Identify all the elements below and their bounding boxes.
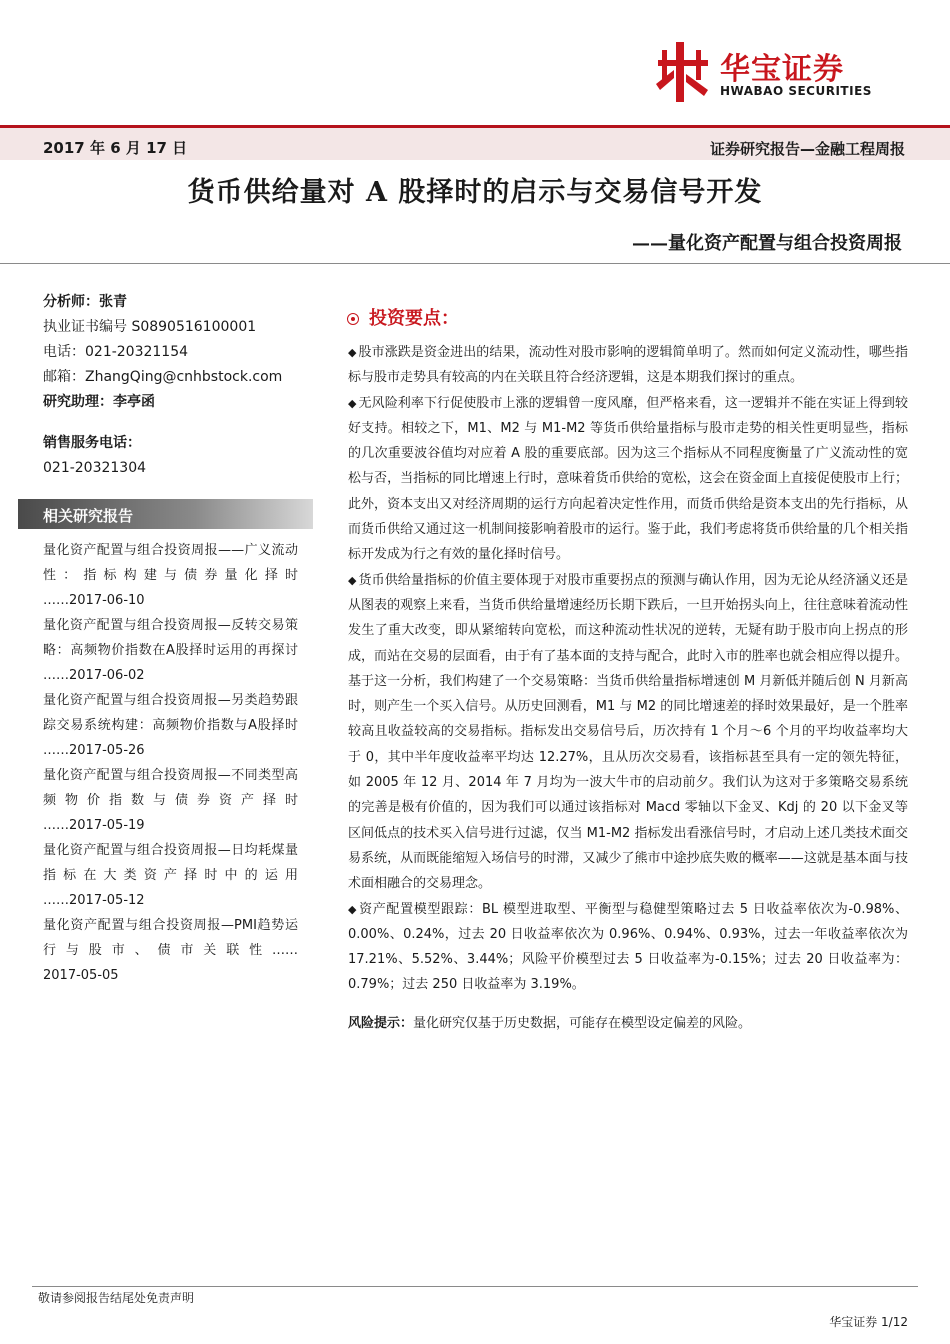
diamond-bullet-icon: ◆ [348, 396, 357, 410]
related-report-item[interactable] [43, 913, 298, 988]
related-reports-banner [18, 499, 313, 529]
analyst-info [43, 290, 311, 481]
related-report-item[interactable] [43, 838, 298, 913]
title-divider [0, 263, 950, 264]
highlight-text: 货币供给量指标的价值主要体现于对股市重要拐点的预测与确认作用，因为无论从经济涵义还是从图表的观察上来看，当货币供给量增速经历长期下跌后，一旦开始拐头向上，往往意味着流动性发生了重大改变，即从紧缩转向宽松，而这种流动性状况的逆转，无疑有助于股市向上拐点的形成，而站在交易的层面看，由于有了基本面的支持与配合，此时入市的胜率也就会相应得以提升。基于这一分析，我们构建了一个交易策略：当货币供给量指标增速创 M 月新低并随后创 N 月新高时，则产生一个买入信号。从历史回测看，M1 与 M2 的同比增速差的择时效果最好，是一个胜率较高且收益较高的交易指标。指标发出交易信号后，历次持有 1 个月～6 个月的平均收益率均大于 0，其中半年度收益率平均达 12.27%，且从历次交易看，该指标甚至具有一定的领先特征，如 2005 年 12 月、2014 年 7 月均为一波大牛市的启动前夕。我们认为这对于多策略交易系统的完善是极有价值的，因为我们可以通过该指标对 Macd 零轴以下金叉、Kdj 的 20 以下金叉等区间低点的技术买入信号进行过滤，仅当 M1-M2 指标发出看涨信号时，才启动上述几类技术面交易系统，从而既能缩短入场信号的时滞，又减少了熊市中途抄底失败的概率——这就是基本面与技术面相融合的交易理念。 [348, 572, 908, 892]
highlight-paragraph [348, 340, 908, 391]
related-report-date: ……2017-05-26 [43, 743, 145, 758]
diamond-bullet-icon: ◆ [348, 573, 357, 587]
related-report-date: ……2017-05-19 [43, 818, 145, 833]
hwabao-logo-icon [652, 40, 714, 104]
related-report-date: ……2017-05-12 [43, 893, 145, 908]
related-report-title: 量化资产配置与组合投资周报—不同类型高频物价指数与债券资产择时 [43, 768, 298, 808]
sales-phone: 021-20321304 [43, 460, 147, 476]
report-series: 证券研究报告—金融工程周报 [709, 140, 905, 158]
brand-name-en: HWABAO SECURITIES [720, 84, 872, 98]
footer-divider [32, 1286, 918, 1287]
related-report-item[interactable] [43, 613, 298, 688]
related-report-item[interactable] [43, 763, 298, 838]
highlights-heading [347, 304, 459, 330]
analyst-name: 分析师：张青 [43, 294, 127, 310]
related-report-date: 2017-05-05 [43, 968, 119, 983]
highlight-paragraph [348, 391, 908, 568]
footer-disclaimer[interactable]: 敬请参阅报告结尾处免责声明 [38, 1291, 195, 1305]
highlight-text: 股市涨跌是资金进出的结果，流动性对股市影响的逻辑简单明了。然而如何定义流动性，哪些指标与股市走势具有较高的内在关联且符合经济逻辑，这是本期我们探讨的重点。 [348, 345, 908, 386]
related-report-date: ……2017-06-10 [43, 593, 145, 608]
diamond-bullet-icon: ◆ [348, 902, 358, 916]
related-report-item[interactable] [43, 688, 298, 763]
highlights-body [348, 340, 908, 998]
diamond-bullet-icon: ◆ [348, 346, 357, 359]
sales-label: 销售服务电话： [43, 435, 141, 451]
highlight-paragraph [348, 568, 908, 897]
related-report-date: ……2017-06-02 [43, 668, 145, 683]
related-report-title: 量化资产配置与组合投资周报—反转交易策略：高频物价指数在A股择时运用的再探讨 [43, 618, 298, 658]
related-reports-list [43, 538, 298, 988]
page-title: 货币供给量对 A 股择时的启示与交易信号开发 [187, 177, 763, 208]
highlight-text: 无风险利率下行促使股市上涨的逻辑曾一度风靡，但严格来看，这一逻辑并不能在实证上得到较好支持。相较之下，M1、M2 与 M1-M2 等货币供给量指标与股市走势的相关性更明显些，指标的几次重要波谷值均对应着 A 股的重要底部。因为这三个指标从不同程度衡量了广义流动性的宽松与否，当指标的同比增速上行时，意味着货币供给的宽松，这会在资金面上直接促使股市上行；此外，资本支出又对经济周期的运行方向起着决定性作用，而货币供给是资本支出的先行指标，从而货币供给又通过这一机制间接影响着股市的运行。鉴于此，我们考虑将货币供给量的几个相关指标开发成为行之有效的量化择时信号。 [348, 395, 908, 563]
highlight-paragraph [348, 897, 908, 998]
target-icon [347, 313, 359, 325]
related-report-title: 量化资产配置与组合投资周报—日均耗煤量指标在大类资产择时中的运用 [43, 843, 298, 883]
highlight-text: 资产配置模型跟踪：BL 模型进取型、平衡型与稳健型策略过去 5 日收益率依次为-0.98%、0.00%、0.24%，过去 20 日收益率依次为 0.96%、0.94%、0.93%，过去一年收益率依次为 17.21%、5.52%、3.44%；风险平价模型过去 5 日收益率为-0.15%；过去 20 日收益率为：0.79%；过去 250 日收益率为 3.19%。 [348, 901, 908, 993]
related-report-title: 量化资产配置与组合投资周报—PMI趋势运行与股市、债市关联性…… [43, 918, 298, 958]
risk-warning [348, 1011, 908, 1036]
related-report-title: 量化资产配置与组合投资周报——广义流动性：指标构建与债券量化择时 [43, 543, 298, 583]
related-reports-heading: 相关研究报告 [43, 507, 134, 525]
page-number: 华宝证券 1/12 [829, 1315, 908, 1329]
analyst-email: 邮箱：ZhangQing@cnhbstock.com [43, 369, 283, 385]
related-report-item[interactable] [43, 538, 298, 613]
highlights-heading-text: 投资要点： [369, 308, 459, 329]
brand-name-cn: 华宝证券 [720, 52, 844, 87]
page-subtitle: ——量化资产配置与组合投资周报 [632, 233, 902, 254]
related-report-title: 量化资产配置与组合投资周报—另类趋势跟踪交易系统构建：高频物价指数与A股择时 [43, 693, 298, 733]
report-date: 2017 年 6 月 17 日 [43, 139, 188, 157]
risk-text: 量化研究仅基于历史数据，可能存在模型设定偏差的风险。 [413, 1016, 752, 1031]
risk-label: 风险提示： [348, 1016, 414, 1031]
analyst-phone: 电话：021-20321154 [43, 344, 189, 360]
analyst-cert: 执业证书编号 S0890516100001 [43, 319, 257, 335]
research-assistant: 研究助理：李亭函 [43, 394, 155, 410]
company-logo [652, 40, 927, 104]
